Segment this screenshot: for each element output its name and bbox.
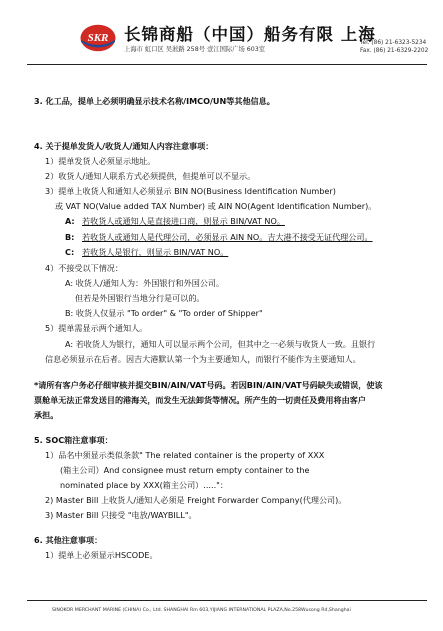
sub-a-label: A:: [65, 216, 75, 226]
section-5-title: 5. SOC箱注意事项：: [34, 435, 113, 445]
company-logo: [80, 24, 116, 52]
sub-a-text: 若收货人或通知人是直接进口商，则显示 BIN/VAT NO。: [82, 216, 285, 226]
item-4-2: 2）收货人/通知人联系方式必须提供，但提单可以不显示。: [45, 171, 256, 181]
item-5-1: 1）品名中须显示类似条款" The related container is the property of XXX: [45, 450, 325, 460]
company-name: 长锦商船（中国）船务有限 上海: [124, 25, 376, 44]
item-6-1: 1）提单上必须显示HSCODE。: [45, 550, 158, 560]
footer-divider: [27, 600, 427, 601]
logo-text: SKR: [87, 32, 109, 44]
header-divider: [27, 64, 427, 65]
sub-b-text: 若收货人或通知人是代理公司，必须显示 AIN NO。吉大港不接受无证代理公司。: [82, 232, 373, 242]
notice-line-1: *请所有客户务必仔细审核并提交BIN/AIN/VAT号码。若因BIN/AIN/VAT号码缺失或错误，使该: [34, 380, 383, 390]
item-4-4: 4）不接受以下情况：: [45, 263, 123, 273]
company-address: 上海市 虹口区 吴淞路 258号 壹江国际广场 603室: [124, 46, 266, 53]
item-5-1-cont1: (箱主公司）And consignee must return empty container to the: [60, 465, 310, 475]
item-4-4-b: B: 收货人仅显示 "To order" & "To order of Shipper": [65, 308, 263, 318]
item-4-1: 1）提单发货人必须显示地址。: [45, 156, 156, 166]
item-5-3: 3) Master Bill 只接受 "电放/WAYBILL"。: [45, 510, 197, 520]
contact-numbers: [360, 39, 428, 55]
item-4-5-a-cont: 信息必须显示在后者。因吉大港默认第一个为主要通知人，而银行不能作为主要通知人。: [45, 354, 361, 364]
letterhead: [0, 0, 443, 62]
tel-number: Tel. (86) 21-6323-5234: [360, 40, 427, 46]
item-4-5: 5）提单需显示两个通知人。: [45, 323, 148, 333]
notice-line-3: 承担。: [34, 410, 59, 420]
item-4-5-a: A: 若收货人为银行，通知人可以显示两个公司，但其中之一必须与收货人一致。且银行: [65, 339, 376, 349]
sub-c-text: 若收货人是银行，则显示 BIN/VAT NO。: [82, 247, 229, 257]
section-4-title: 4. 关于提单发货人/收货人/通知人内容注意事项：: [34, 141, 214, 151]
item-5-2: 2) Master Bill 上收货人/通知人必须是 Freight Forwarder Company(代理公司)。: [45, 495, 347, 505]
item-4-4-a: A: 收货人/通知人为：外国银行和外国公司。: [65, 278, 225, 288]
fax-number: Fax. (86) 21-6329-2202: [360, 48, 429, 54]
footer-address: SINOKOR MERCHANT MARINE (CHINA) Co., Ltd. SHANGHAI Rm 603,YIJIANG INTERNATIONAL PLAZA,No.258Wusong Rd,Shanghai: [52, 608, 351, 613]
sub-c-label: C:: [65, 247, 75, 257]
section-3-chemicals: 3. 化工品，提单上必须明确显示技术名称/IMCO/UN等其他信息。: [34, 96, 275, 106]
item-5-1-cont2: nominated place by XXX(箱主公司）....."：: [60, 480, 228, 490]
notice-line-2: 票舱单无法正常发送目的港海关，而发生无法卸货等情况。所产生的一切责任及费用将由客户: [34, 395, 366, 405]
item-4-3: 3）提单上收货人和通知人必须显示 BIN NO(Business Identification Number): [45, 186, 336, 196]
item-4-3-cont: 或 VAT NO(Value added TAX Number) 或 AIN NO(Agent Identification Number)。: [55, 201, 377, 211]
item-4-4-a-cont: 但若是外国银行当地分行是可以的。: [75, 293, 205, 303]
sub-b-label: B:: [65, 232, 75, 242]
section-6-title: 6. 其他注意事项：: [34, 535, 103, 545]
